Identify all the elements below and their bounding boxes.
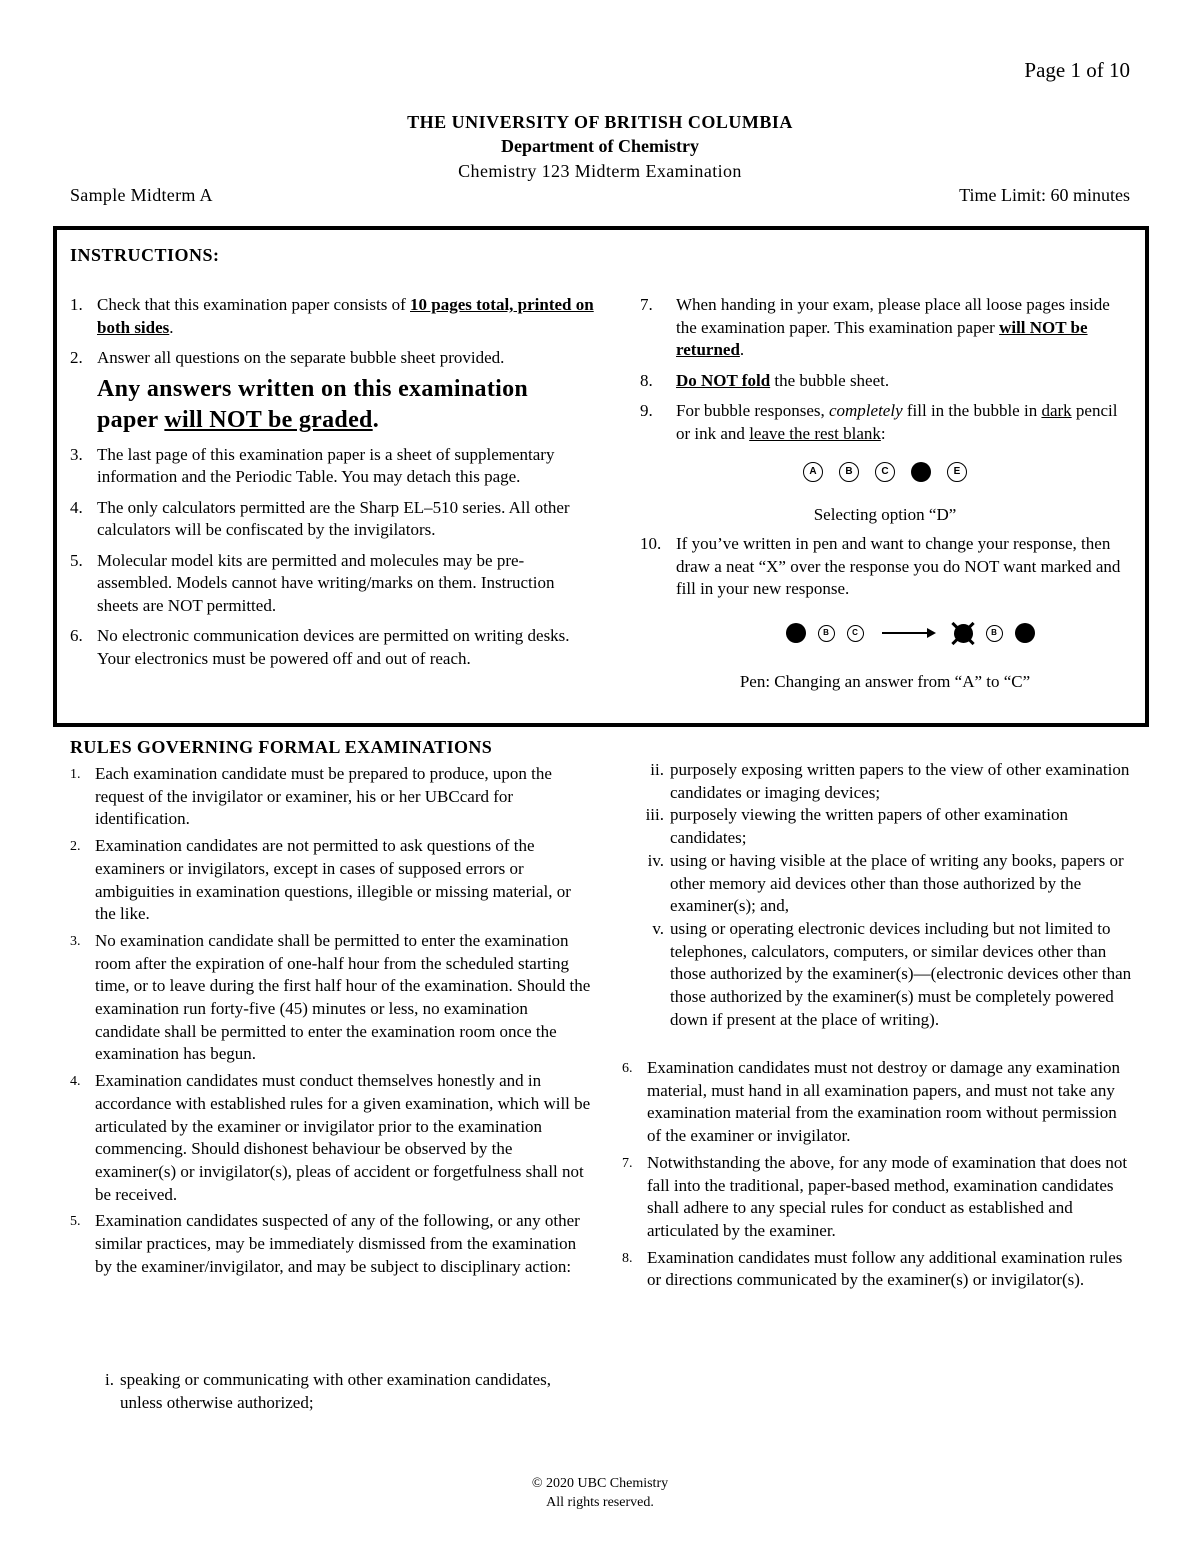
instruction-item bbox=[70, 347, 595, 436]
item-text: The only calculators permitted are the Sharp EL–510 series. All other calculators will be confiscated by the invigilators. bbox=[97, 497, 570, 539]
department-name: Department of Chemistry bbox=[501, 136, 699, 156]
item-number: 5. bbox=[70, 550, 83, 570]
bubble-c: C bbox=[875, 462, 895, 482]
item-number: 4. bbox=[70, 497, 83, 517]
rule-item bbox=[70, 930, 595, 1066]
subrules-list-left bbox=[92, 1369, 562, 1414]
subrule-item bbox=[642, 759, 1132, 804]
item-text: . bbox=[739, 340, 745, 359]
item-text: the bubble sheet. bbox=[770, 370, 890, 390]
example-caption-pen: Pen: Changing an answer from “A” to “C” bbox=[739, 672, 1031, 691]
instruction-item bbox=[70, 497, 595, 542]
subrule-number: v. bbox=[652, 918, 664, 938]
footer bbox=[0, 1474, 1200, 1512]
subrule-item bbox=[642, 804, 1132, 849]
rule-item bbox=[70, 1070, 595, 1206]
exam-name: Sample Midterm A bbox=[70, 185, 213, 205]
rule-item bbox=[622, 1152, 1132, 1243]
graded-warning bbox=[97, 374, 595, 436]
item-emphasis: Do NOT fold bbox=[676, 370, 771, 390]
item-text: For bubble responses, bbox=[676, 401, 829, 420]
rule-number: 7. bbox=[622, 1155, 633, 1171]
item-emphasis: will NOT be returned bbox=[676, 317, 1088, 359]
instruction-item bbox=[70, 625, 595, 670]
bubble-a: A bbox=[803, 462, 823, 482]
rule-item bbox=[622, 1057, 1132, 1148]
item-number: 6. bbox=[70, 626, 83, 645]
item-text: No electronic communication devices are permitted on writing desks. Your electronics must be powered off and out of reach. bbox=[97, 626, 570, 668]
rule-text: Examination candidates suspected of any of the following, or any other similar practices, may be immediately dismissed from the examination by the examiner/invigilator, and may be subject to disciplinary action: bbox=[95, 1211, 580, 1276]
item-number: 1. bbox=[70, 295, 83, 314]
subrule-number: i. bbox=[105, 1370, 114, 1389]
exam-header bbox=[0, 110, 1200, 183]
item-underline: dark bbox=[1041, 401, 1072, 420]
rule-number: 6. bbox=[622, 1061, 633, 1076]
item-underline: leave the rest blank bbox=[749, 423, 881, 443]
item-emphasis: 10 pages total, printed on both sides bbox=[97, 295, 594, 337]
rule-text: Examination candidates must follow any additional examination rules or directions communicated by the examiner(s) or invigilator(s). bbox=[647, 1247, 1123, 1290]
instructions-title: INSTRUCTIONS: bbox=[70, 245, 220, 265]
bubble-example-d bbox=[640, 460, 1130, 484]
bubble-b: B bbox=[818, 625, 835, 642]
item-text: : bbox=[880, 423, 886, 443]
rule-text: Examination candidates are not permitted to ask questions of the examiners or invigilators, except in cases of supposed errors or ambiguities in examination questions, illegible or missing material, or the like. bbox=[95, 836, 571, 924]
item-number: 3. bbox=[70, 444, 83, 464]
bubble-e: E bbox=[947, 462, 967, 482]
warning-emphasis: will NOT be graded bbox=[164, 406, 373, 433]
item-italic: completely bbox=[828, 401, 903, 420]
course-title: Chemistry 123 Midterm Examination bbox=[458, 161, 742, 181]
item-text: fill in the bubble in bbox=[902, 401, 1042, 420]
example-caption-d: Selecting option “D” bbox=[813, 505, 957, 524]
item-text: Answer all questions on the separate bubble sheet provided. bbox=[97, 348, 505, 367]
instructions-list-right-2 bbox=[640, 533, 1130, 609]
warning-text: . bbox=[372, 406, 379, 433]
subrule-text: speaking or communicating with other examination candidates, unless otherwise authorized; bbox=[120, 1370, 552, 1412]
bubble-a-filled bbox=[786, 623, 806, 643]
item-text: pencil or ink and bbox=[676, 401, 1118, 443]
rule-item bbox=[70, 835, 595, 926]
instruction-item bbox=[640, 533, 1130, 601]
rights-reserved: All rights reserved. bbox=[546, 1495, 654, 1510]
subrule-item bbox=[642, 850, 1132, 918]
instructions-list-right bbox=[640, 294, 1130, 453]
instruction-item bbox=[640, 400, 1130, 445]
item-number: 8. bbox=[640, 370, 653, 390]
item-text: The last page of this examination paper is a sheet of supplementary information and the Periodic Table. You may detach this page. bbox=[97, 444, 555, 486]
rule-text: No examination candidate shall be permitted to enter the examination room after the expiration of one-half hour from the scheduled starting time, or to leave during the first half hour of the examination. Should the examination run forty-five (45) minutes or less, no examination candidate shall be permitted to enter the examination room once the examination has begun. bbox=[95, 930, 591, 1064]
rule-text: Notwithstanding the above, for any mode of examination that does not fall into the traditional, paper-based method, examination candidates shall adhere to any special rules for conduct as established and articulated by the examiner. bbox=[647, 1152, 1128, 1240]
subrule-text: using or operating electronic devices including but not limited to telephones, calculators, computers, or similar devices other than those authorized by the examiner(s)—(electronic devices other than those authorized by the examiner(s) must be completely powered down if present at the place of writing). bbox=[670, 918, 1132, 1029]
bubble-b: B bbox=[986, 625, 1003, 642]
rule-number: 3. bbox=[70, 933, 81, 949]
subrule-number: iv. bbox=[647, 850, 664, 870]
subrule-number: iii. bbox=[645, 805, 664, 825]
bubble-d-filled bbox=[911, 462, 931, 482]
item-text: Check that this examination paper consists of bbox=[97, 295, 411, 314]
subrule-text: purposely exposing written papers to the view of other examination candidates or imaging devices; bbox=[670, 760, 1130, 802]
item-number: 2. bbox=[70, 348, 83, 367]
item-number: 10. bbox=[640, 534, 662, 553]
pen-change-example bbox=[775, 621, 1045, 645]
time-limit: Time Limit: 60 minutes bbox=[959, 185, 1130, 205]
instructions-list-left bbox=[70, 294, 595, 678]
rules-list-left bbox=[70, 763, 595, 1282]
rule-item bbox=[622, 1247, 1132, 1292]
page-number: Page 1 of 10 bbox=[1024, 58, 1130, 82]
instruction-item bbox=[640, 370, 1130, 393]
rule-number: 5. bbox=[70, 1214, 81, 1230]
instruction-item bbox=[70, 444, 595, 489]
subrules-list-right bbox=[642, 759, 1132, 1031]
warning-text: Any answers written on this examination paper bbox=[97, 375, 529, 433]
rule-number: 2. bbox=[70, 839, 81, 855]
rule-text: Each examination candidate must be prepared to produce, upon the request of the invigilator or examiner, his or her UBCcard for identification. bbox=[95, 764, 552, 829]
bubble-c: C bbox=[847, 625, 864, 642]
rule-number: 1. bbox=[70, 767, 81, 782]
subrule-text: purposely viewing the written papers of other examination candidates; bbox=[670, 805, 1068, 848]
university-name: THE UNIVERSITY OF BRITISH COLUMBIA bbox=[407, 112, 793, 132]
item-text: . bbox=[169, 317, 174, 337]
item-number: 7. bbox=[640, 295, 653, 314]
rule-text: Examination candidates must not destroy or damage any examination material, must hand in all examination papers, and must not take any examination material from the examination room without permission of the examiner or invigilator. bbox=[647, 1058, 1121, 1146]
subrule-item bbox=[642, 918, 1132, 1032]
rules-title: RULES GOVERNING FORMAL EXAMINATIONS bbox=[70, 737, 493, 757]
bubble-b: B bbox=[839, 462, 859, 482]
instruction-item bbox=[70, 294, 595, 339]
rule-item bbox=[70, 1210, 595, 1278]
rule-text: Examination candidates must conduct themselves honestly and in accordance with established rules for a given examination, which will be articulated by the examiner or invigilator prior to the examination commencing. Should dishonest behaviour be observed by the examiner(s) or invigilator(s), pleas of accident or forgetfulness shall not be received. bbox=[95, 1071, 591, 1204]
item-number: 9. bbox=[640, 401, 653, 420]
crossed-out-bubble-icon bbox=[952, 622, 974, 644]
rule-number: 4. bbox=[70, 1074, 81, 1090]
copyright: © 2020 UBC Chemistry bbox=[531, 1476, 669, 1491]
arrow-icon bbox=[882, 632, 934, 634]
rules-list-right bbox=[622, 1057, 1132, 1296]
subrule-item bbox=[92, 1369, 562, 1414]
rule-number: 8. bbox=[622, 1250, 633, 1266]
rule-item bbox=[70, 763, 595, 831]
item-text: If you’ve written in pen and want to change your response, then draw a neat “X” over the response you do NOT want marked and fill in your new response. bbox=[676, 534, 1121, 598]
subrule-text: using or having visible at the place of writing any books, papers or other memory aid devices other than those authorized by the examiner(s); and, bbox=[670, 850, 1124, 916]
instruction-item bbox=[70, 550, 595, 618]
item-text: Molecular model kits are permitted and molecules may be pre-assembled. Models cannot have writing/marks on them. Instruction sheets are NOT permitted. bbox=[97, 550, 555, 615]
subrule-number: ii. bbox=[650, 760, 664, 779]
item-text: When handing in your exam, please place all loose pages inside the examination paper. This examination paper bbox=[676, 295, 1110, 337]
bubble-c-filled bbox=[1015, 623, 1035, 643]
instruction-item bbox=[640, 294, 1130, 362]
